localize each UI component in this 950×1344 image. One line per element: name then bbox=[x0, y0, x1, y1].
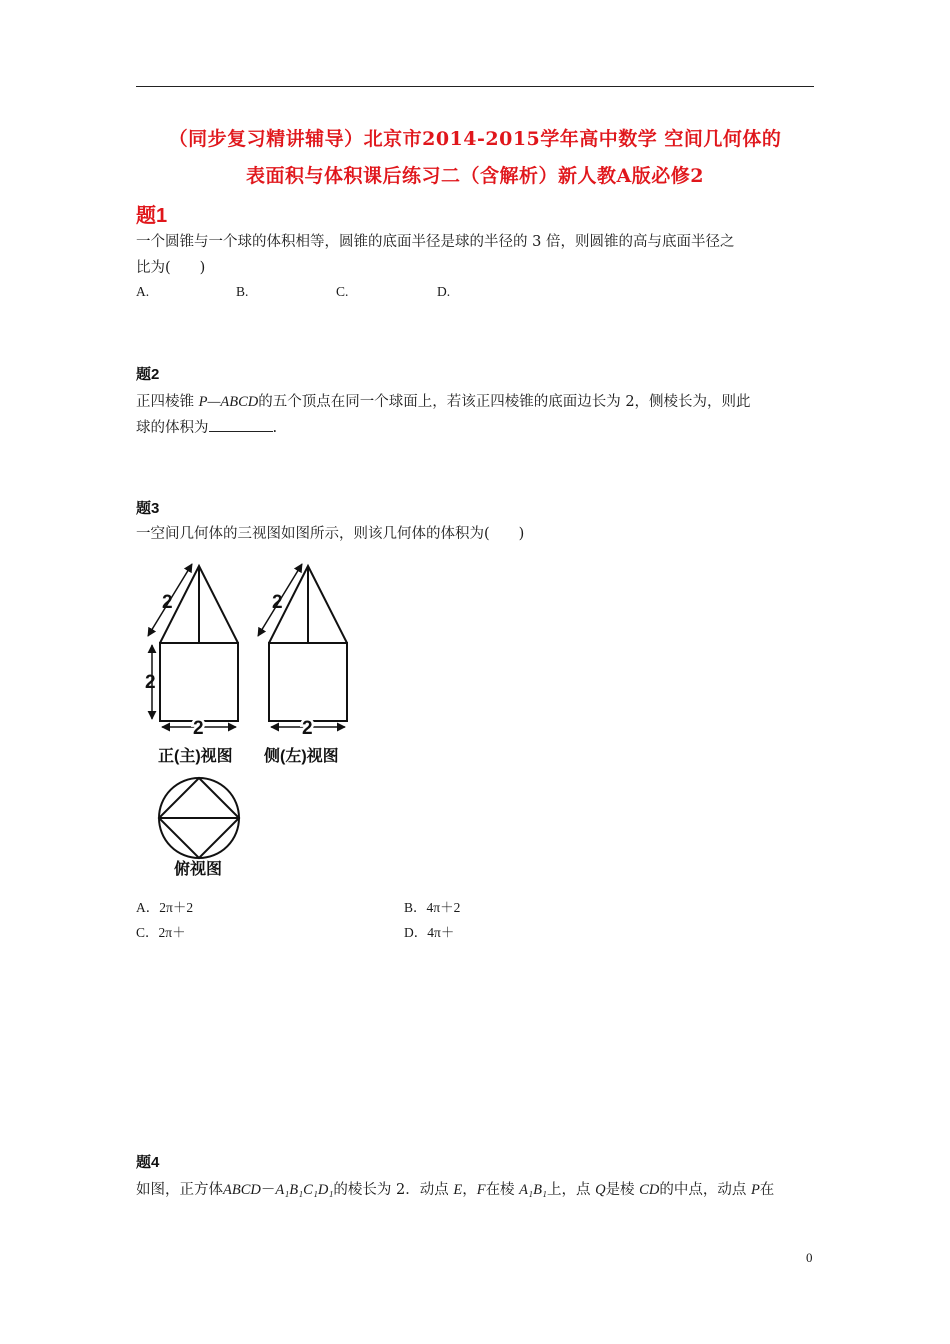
question-3-label: 题3 bbox=[136, 500, 160, 517]
question-1-option-d: D. bbox=[437, 284, 451, 299]
question-2-math: P—ABCD bbox=[198, 394, 259, 410]
question-1-label: 题1 bbox=[136, 205, 168, 227]
question-2-line2 bbox=[136, 415, 816, 441]
question-3-text: 一空间几何体的三视图如图所示，则该几何体的体积为( ) bbox=[136, 526, 525, 542]
q4-seg1: 如图，正方体 bbox=[136, 1182, 223, 1198]
side-view bbox=[258, 564, 347, 727]
answer-blank bbox=[209, 417, 273, 432]
q4-math-q: Q bbox=[595, 1182, 606, 1198]
q4-math-a1b1: A₁B₁ bbox=[519, 1182, 547, 1198]
side-width-label: 2 bbox=[302, 718, 313, 739]
q4-math-f: F bbox=[476, 1182, 486, 1198]
q4-math-cd: CD bbox=[639, 1182, 660, 1198]
question-1-option-c: C. bbox=[336, 284, 349, 299]
document-title-line1: （同步复习精讲辅导）北京市2014-2015学年高中数学 空间几何体的 bbox=[168, 128, 782, 150]
q4-seg5: 在棱 bbox=[485, 1182, 520, 1198]
front-height-label: 2 bbox=[145, 672, 156, 693]
q4-seg3: 的棱长为 2．动点 bbox=[333, 1182, 454, 1198]
q4-math-abcd: ABCD bbox=[223, 1182, 261, 1198]
question-1-line1: 一个圆锥与一个球的体积相等，圆锥的底面半径是球的半径的 3 倍，则圆锥的高与底面半径之 bbox=[136, 234, 735, 250]
question-2-seg2: 的五个顶点在同一个球面上，若该正四棱锥的底面边长为 2，侧棱长为，则此 bbox=[258, 394, 751, 410]
front-width-label: 2 bbox=[193, 718, 204, 739]
question-3-option-c: C．2π＋ bbox=[136, 925, 186, 940]
top-view-caption: 俯视图 bbox=[174, 861, 223, 878]
question-2-seg1: 正四棱锥 bbox=[136, 394, 199, 410]
question-2-label: 题2 bbox=[136, 366, 160, 383]
document-title-line2: 表面积与体积课后练习二（含解析）新人教A版必修2 bbox=[246, 165, 704, 187]
question-1-text bbox=[136, 229, 816, 281]
question-4-text bbox=[136, 1177, 816, 1203]
q4-seg7: 是棱 bbox=[605, 1182, 640, 1198]
side-slant-label: 2 bbox=[272, 592, 283, 613]
front-view-caption: 正(主)视图 bbox=[158, 748, 233, 765]
question-2-text bbox=[136, 389, 816, 441]
question-3-option-a: A．2π＋2 bbox=[136, 900, 194, 915]
q4-math-e: E bbox=[453, 1182, 463, 1198]
question-3-option-b: B．4π＋2 bbox=[404, 900, 461, 915]
three-view-figure bbox=[140, 556, 370, 885]
q4-seg2: － bbox=[260, 1182, 276, 1198]
question-1-option-a: A. bbox=[136, 284, 150, 299]
q4-seg9: 在 bbox=[759, 1182, 775, 1198]
q4-math-p: P bbox=[750, 1182, 760, 1198]
front-slant-label: 2 bbox=[162, 592, 173, 613]
side-view-caption: 侧(左)视图 bbox=[264, 748, 339, 765]
header-rule bbox=[136, 86, 814, 87]
q4-seg4: ， bbox=[462, 1182, 477, 1198]
question-1-option-b: B. bbox=[236, 284, 249, 299]
question-2-line2-before: 球的体积为 bbox=[136, 420, 209, 436]
top-view bbox=[159, 778, 239, 858]
q4-math-a1b1c1d1: A₁B₁C₁D₁ bbox=[275, 1182, 334, 1198]
front-view bbox=[148, 564, 238, 727]
question-4-label: 题4 bbox=[136, 1154, 160, 1171]
question-1-line2: 比为( ) bbox=[136, 260, 206, 276]
q4-seg8: 的中点，动点 bbox=[659, 1182, 751, 1198]
question-3-option-d: D．4π＋ bbox=[404, 925, 455, 940]
page-number: 0 bbox=[806, 1250, 813, 1265]
q4-seg6: 上，点 bbox=[546, 1182, 596, 1198]
question-2-line2-after: . bbox=[272, 420, 278, 436]
question-2-line1 bbox=[136, 389, 816, 415]
